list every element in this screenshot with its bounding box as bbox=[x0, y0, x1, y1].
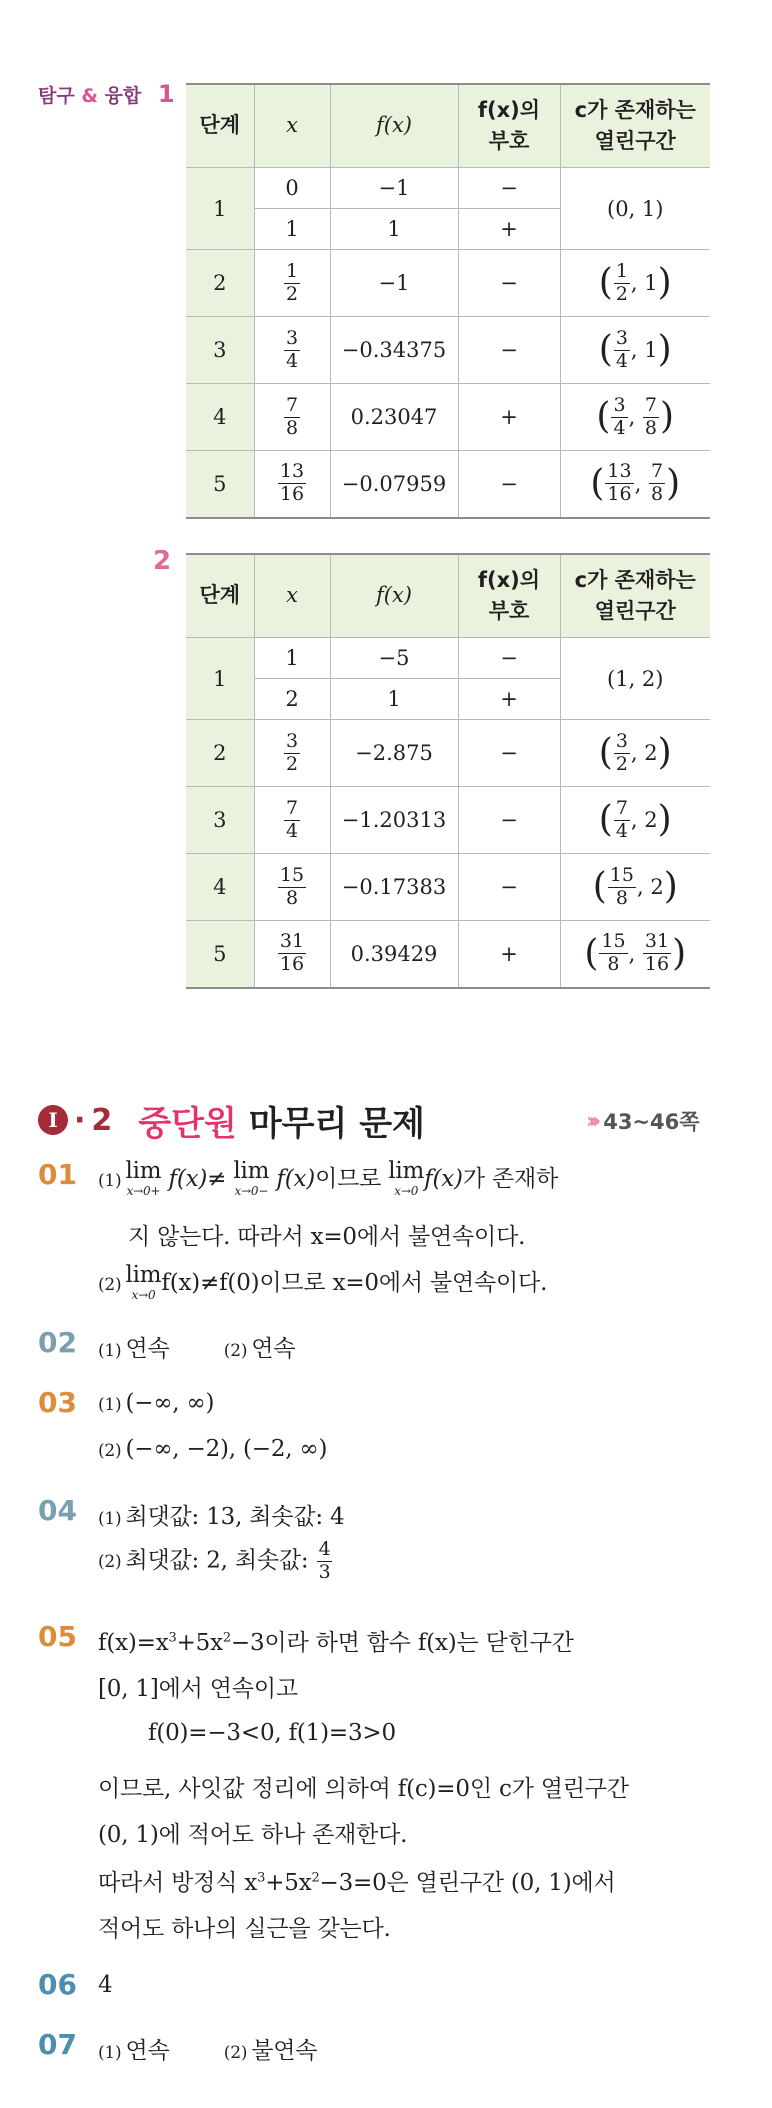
x-cell bbox=[254, 451, 330, 518]
fx-cell: −1 bbox=[330, 250, 458, 317]
question-number: 07 bbox=[38, 2028, 77, 2061]
answer-line: (2) lim x→0 f(x)≠f(0)이므로 x=0에서 불연속이다. bbox=[98, 1262, 548, 1302]
step-cell: 2 bbox=[186, 720, 254, 787]
fx-cell: −0.17383 bbox=[330, 854, 458, 921]
table-row bbox=[186, 168, 710, 209]
answer-line: 적어도 하나의 실근을 갖는다. bbox=[98, 1916, 391, 1942]
problem-number: 1 bbox=[157, 80, 175, 108]
page-reference bbox=[586, 1106, 700, 1136]
question-number: 05 bbox=[38, 1620, 77, 1653]
header-sign: f(x)의 부호 bbox=[458, 84, 560, 168]
x-cell bbox=[254, 854, 330, 921]
step-cell: 3 bbox=[186, 317, 254, 384]
x-cell bbox=[254, 787, 330, 854]
step-cell: 3 bbox=[186, 787, 254, 854]
answer-line: (1) lim x→0+ f(x)≠ lim x→0− f(x)이므로 lim x→0 f(x)가 존재하 bbox=[98, 1158, 558, 1198]
fraction: $\frac{13}{16}$ bbox=[279, 460, 305, 506]
fraction: $\frac{13}{16}$ bbox=[607, 460, 632, 506]
interval-cell: ( $\frac{15}{8}$ , 2 ) bbox=[560, 854, 710, 921]
sign-cell: − bbox=[458, 317, 560, 384]
x-cell: 2 bbox=[254, 679, 330, 720]
answer-line: 이므로, 사잇값 정리에 의하여 f(c)=0인 c가 열린구간 bbox=[98, 1776, 629, 1802]
sign-cell: − bbox=[458, 720, 560, 787]
fraction: $\frac{3}{2}$ bbox=[285, 729, 299, 775]
fx-cell: 0.39429 bbox=[330, 921, 458, 988]
chapter-badge: I bbox=[38, 1105, 68, 1135]
fx-cell: −0.34375 bbox=[330, 317, 458, 384]
sign-cell: + bbox=[458, 209, 560, 250]
fx-cell: −1 bbox=[330, 168, 458, 209]
fraction: $\frac{4}{3}$ bbox=[318, 1538, 331, 1583]
fraction: $\frac{3}{4}$ bbox=[285, 326, 299, 372]
answer-line: (1) 연속 (2) 불연속 bbox=[98, 2038, 318, 2064]
fraction: $\frac{1}{2}$ bbox=[615, 259, 628, 305]
answer-line: 지 않는다. 따라서 x=0에서 불연속이다. bbox=[128, 1224, 526, 1250]
section-title-red: 중단원 bbox=[138, 1103, 237, 1144]
table-row bbox=[186, 854, 710, 921]
problem-number-2: 2 bbox=[153, 546, 172, 576]
header-fx: f(x) bbox=[330, 84, 458, 168]
question-number: 01 bbox=[38, 1158, 77, 1191]
table-row bbox=[186, 638, 710, 679]
x-cell: 1 bbox=[254, 638, 330, 679]
answer-line: 따라서 방정식 $x^3+5x^2-3=0$은 열린구간 (0, 1)에서 bbox=[98, 1870, 616, 1896]
answer-line: $f(x)=x^3+5x^2-3$이라 하면 함수 f(x)는 닫힌구간 bbox=[98, 1630, 574, 1656]
header-interval: c가 존재하는 열린구간 bbox=[560, 554, 710, 638]
fx-cell: 0.23047 bbox=[330, 384, 458, 451]
question-number: 04 bbox=[38, 1494, 77, 1527]
fraction: $\frac{15}{8}$ bbox=[601, 930, 626, 976]
interval-cell: ( $\frac{1}{2}$ , 1 ) bbox=[560, 250, 710, 317]
sign-cell: + bbox=[458, 921, 560, 988]
label-text: 융합 bbox=[104, 85, 142, 107]
header-interval: c가 존재하는 열린구간 bbox=[560, 84, 710, 168]
table-row bbox=[186, 384, 710, 451]
fraction: $\frac{7}{4}$ bbox=[285, 796, 299, 842]
interval-cell: ( $\frac{13}{16}$ , $\frac{7}{8}$ ) bbox=[560, 451, 710, 518]
sign-cell: − bbox=[458, 168, 560, 209]
fraction: $\frac{7}{8}$ bbox=[285, 393, 299, 439]
x-cell bbox=[254, 317, 330, 384]
x-cell bbox=[254, 720, 330, 787]
x-cell bbox=[254, 921, 330, 988]
step-cell: 4 bbox=[186, 384, 254, 451]
fraction: $\frac{3}{2}$ bbox=[615, 729, 628, 775]
section-label-tamgu bbox=[38, 80, 175, 108]
answer-line: [0, 1]에서 연속이고 bbox=[98, 1676, 298, 1702]
fraction: $\frac{3}{4}$ bbox=[613, 393, 626, 439]
interval-cell: ( $\frac{3}{4}$ , 1 ) bbox=[560, 317, 710, 384]
step-cell: 2 bbox=[186, 250, 254, 317]
section-number: 2 bbox=[91, 1102, 113, 1138]
fraction: $\frac{31}{16}$ bbox=[644, 930, 670, 976]
table-row bbox=[186, 250, 710, 317]
section-dot: · bbox=[74, 1102, 86, 1138]
x-cell bbox=[254, 250, 330, 317]
step-cell: 1 bbox=[186, 168, 254, 250]
table-header-row bbox=[186, 554, 710, 638]
table-row bbox=[186, 720, 710, 787]
fx-cell: −0.07959 bbox=[330, 451, 458, 518]
interval-cell: ( $\frac{3}{4}$ , $\frac{7}{8}$ ) bbox=[560, 384, 710, 451]
fx-cell: 1 bbox=[330, 209, 458, 250]
fraction: $\frac{31}{16}$ bbox=[279, 930, 305, 976]
section-title: 마무리 문제 bbox=[248, 1103, 425, 1144]
x-cell: 0 bbox=[254, 168, 330, 209]
table-row bbox=[186, 317, 710, 384]
sign-cell: + bbox=[458, 679, 560, 720]
header-fx: f(x) bbox=[330, 554, 458, 638]
answer-line: (0, 1)에 적어도 하나 존재한다. bbox=[98, 1822, 408, 1848]
header-step: 단계 bbox=[186, 554, 254, 638]
interval-cell: ( $\frac{7}{4}$ , 2 ) bbox=[560, 787, 710, 854]
interval-cell: (1, 2) bbox=[560, 638, 710, 720]
answer-line: (2) (−∞, −2), (−2, ∞) bbox=[98, 1436, 328, 1462]
table-row bbox=[186, 787, 710, 854]
fraction: $\frac{7}{4}$ bbox=[615, 796, 628, 842]
sign-cell: − bbox=[458, 787, 560, 854]
step-cell: 1 bbox=[186, 638, 254, 720]
x-cell bbox=[254, 384, 330, 451]
header-step: 단계 bbox=[186, 84, 254, 168]
fraction: $\frac{1}{2}$ bbox=[285, 259, 299, 305]
sign-cell: − bbox=[458, 250, 560, 317]
fraction: $\frac{15}{8}$ bbox=[609, 863, 634, 909]
label-text: 탐구 bbox=[38, 85, 75, 107]
table-row bbox=[186, 451, 710, 518]
sign-cell: − bbox=[458, 638, 560, 679]
interval-cell: ( $\frac{15}{8}$ , $\frac{31}{16}$ ) bbox=[560, 921, 710, 988]
chevron-right-icon: ››› bbox=[586, 1108, 596, 1134]
sign-cell: − bbox=[458, 451, 560, 518]
sign-cell: + bbox=[458, 384, 560, 451]
table-header-row bbox=[186, 84, 710, 168]
step-cell: 5 bbox=[186, 451, 254, 518]
step-cell: 4 bbox=[186, 854, 254, 921]
fx-cell: 1 bbox=[330, 679, 458, 720]
fraction: $\frac{15}{8}$ bbox=[279, 863, 305, 909]
fraction: $\frac{7}{8}$ bbox=[644, 393, 658, 439]
label-ampersand: & bbox=[81, 85, 98, 107]
interval-cell: (0, 1) bbox=[560, 168, 710, 250]
bisection-table-2 bbox=[186, 553, 710, 989]
header-x: x bbox=[254, 84, 330, 168]
answer-line: (2) 최댓값: 2, 최솟값: $\frac{4}{3}$ bbox=[98, 1538, 331, 1583]
section-header bbox=[38, 1100, 425, 1144]
answer-line: f(0)=−3<0, f(1)=3>0 bbox=[148, 1720, 396, 1746]
fraction: $\frac{7}{8}$ bbox=[650, 460, 664, 506]
answer-line: (1) 연속 (2) 연속 bbox=[98, 1336, 296, 1362]
header-sign: f(x)의 부호 bbox=[458, 554, 560, 638]
answer-line: (1) 최댓값: 13, 최솟값: 4 bbox=[98, 1504, 345, 1530]
page-range: 43~46쪽 bbox=[603, 1110, 700, 1134]
header-x: x bbox=[254, 554, 330, 638]
answer-line: 4 bbox=[98, 1972, 113, 1998]
answer-line: (1) (−∞, ∞) bbox=[98, 1390, 215, 1416]
fx-cell: −2.875 bbox=[330, 720, 458, 787]
question-number: 02 bbox=[38, 1326, 77, 1359]
fraction: $\frac{3}{4}$ bbox=[615, 326, 628, 372]
fx-cell: −5 bbox=[330, 638, 458, 679]
bisection-table-1 bbox=[186, 83, 710, 519]
question-number: 03 bbox=[38, 1386, 77, 1419]
interval-cell: ( $\frac{3}{2}$ , 2 ) bbox=[560, 720, 710, 787]
question-number: 06 bbox=[38, 1968, 77, 2001]
table-row bbox=[186, 921, 710, 988]
x-cell: 1 bbox=[254, 209, 330, 250]
fx-cell: −1.20313 bbox=[330, 787, 458, 854]
sign-cell: − bbox=[458, 854, 560, 921]
step-cell: 5 bbox=[186, 921, 254, 988]
